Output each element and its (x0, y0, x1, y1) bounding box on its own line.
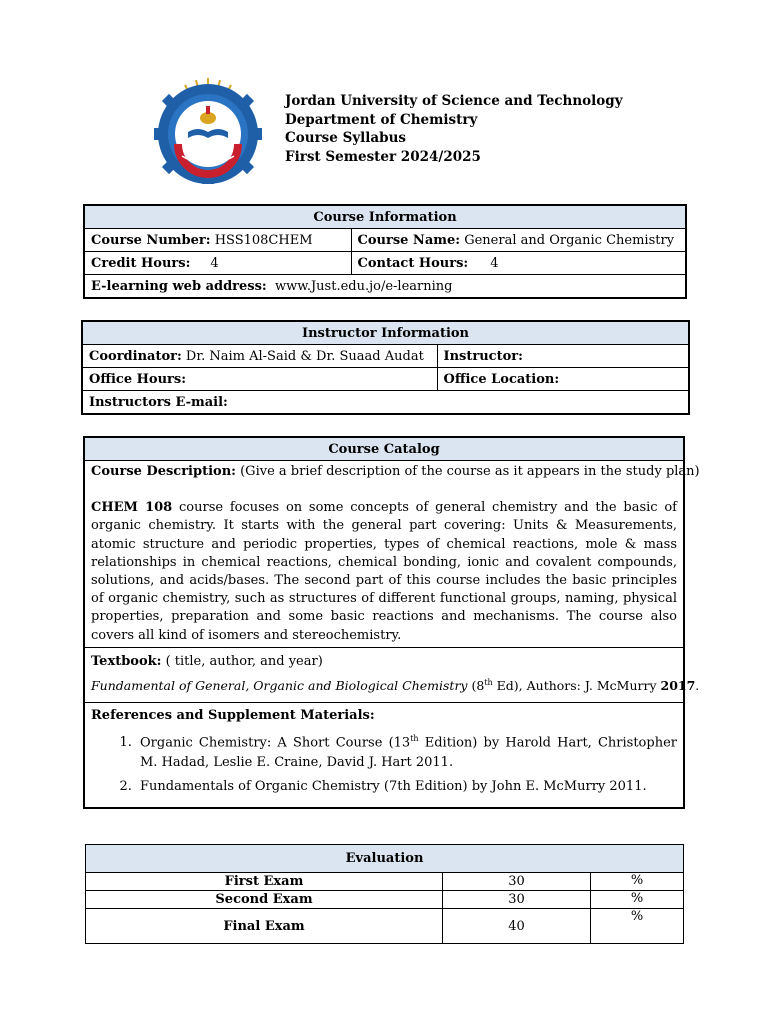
instructor-information-title: Instructor Information (82, 321, 689, 345)
references-cell: References and Supplement Materials: 1. Organic Chemistry: A Short Course (13th Edition) by Harold Hart, Christopher M. Hadad, Leslie E. Craine, David J. Hart 2011. 2. Fundamentals of Organic Chemistry (7th Edition) by John E. McMurry 2011. (84, 702, 684, 808)
instructor-information-table (81, 320, 690, 415)
textbook-cell: Textbook: ( title, author, and year) Fundamental of General, Organic and Biological Chemistry (8th Ed), Authors: J. McMurry 2017. (84, 647, 684, 702)
evaluation-table (85, 844, 684, 944)
office-hours-cell: Office Hours: (82, 368, 437, 391)
course-code: CHEM 108 (91, 500, 173, 516)
list-item: 1. Organic Chemistry: A Short Course (13th Edition) by Harold Hart, Christopher M. Hadad, Leslie E. Craine, David J. Hart 2011. (136, 729, 677, 773)
contact-hours: 4 (490, 255, 499, 271)
coordinator-cell: Coordinator: Dr. Naim Al-Said & Dr. Suaad Audat (82, 345, 437, 368)
course-description-cell: Course Description: (Give a brief description of the course as it appears in the study plan) CHEM 108 course focuses on some concepts of general chemistry and the basic of organic chemistry. It starts with the general part covering: Units & Measurements, atomic structure and periodic properties, types of chemical reactions, mole & mass relationships in chemical reactions, chemical bonding, ionic and covalent compounds, solutions, and acids/bases. The second part of this course includes the basic principles of organic chemistry, such as structures of different functional groups, naming, physical properties, preparation and some basic reactions and mechanisms. The course also covers all kind of isomers and stereochemistry. (84, 461, 684, 648)
semester: First Semester 2024/2025 (285, 148, 481, 165)
course-name-cell: Course Name: General and Organic Chemistry (351, 229, 686, 252)
course-catalog-title: Course Catalog (84, 437, 684, 461)
course-number-cell: Course Number: HSS108CHEM (84, 229, 351, 252)
office-location-cell: Office Location: (437, 368, 689, 391)
instructor-email-cell: Instructors E-mail: (82, 391, 689, 415)
table-row: Final Exam 40 % (86, 909, 684, 944)
course-information-title: Course Information (84, 205, 686, 229)
course-number: HSS108CHEM (214, 232, 313, 248)
evaluation-title: Evaluation (86, 845, 684, 873)
table-row: Second Exam 30 % (86, 891, 684, 909)
elearning-cell: E-learning web address: www.Just.edu.jo/e-learning (84, 275, 686, 299)
coordinator: Dr. Naim Al-Said & Dr. Suaad Audat (185, 348, 424, 364)
course-name: General and Organic Chemistry (464, 232, 675, 248)
references-list (91, 729, 677, 797)
table-row: First Exam 30 % (86, 873, 684, 891)
credit-hours: 4 (210, 255, 219, 271)
list-item: 2. Fundamentals of Organic Chemistry (7th Edition) by John E. McMurry 2011. (136, 777, 677, 797)
course-description-text: CHEM 108 course focuses on some concepts of general chemistry and the basic of organic chemistry. It starts with the general part covering: Units & Measurements, atomic structure and periodic properties, types of chemical reactions, mole & mass relationships in chemical reactions, chemical bonding, ionic and covalent compounds, solutions, and acids/bases. The second part of this course includes the basic principles of organic chemistry, such as structures of different functional groups, naming, physical properties, preparation and some basic reactions and mechanisms. The course also covers all kind of isomers and stereochemistry. (91, 500, 677, 643)
contact-hours-cell: Contact Hours: 4 (351, 252, 686, 275)
university-seal-icon (152, 76, 264, 184)
document-type: Course Syllabus (285, 130, 407, 146)
description-hint: (Give a brief description of the course as it appears in the study plan) (240, 464, 700, 479)
instructor-cell: Instructor: (437, 345, 689, 368)
textbook-reference: Fundamental of General, Organic and Biological Chemistry (8th Ed), Authors: J. McMurry 2017. (91, 677, 700, 693)
course-catalog-table (83, 436, 700, 809)
department-name: Department of Chemistry (285, 111, 478, 128)
elearning-link[interactable]: www.Just.edu.jo/e-learning (275, 278, 453, 294)
university-name: Jordan University of Science and Technology (285, 93, 623, 109)
credit-hours-cell: Credit Hours: 4 (84, 252, 351, 275)
course-information-table (83, 204, 687, 299)
document-header (285, 92, 623, 166)
